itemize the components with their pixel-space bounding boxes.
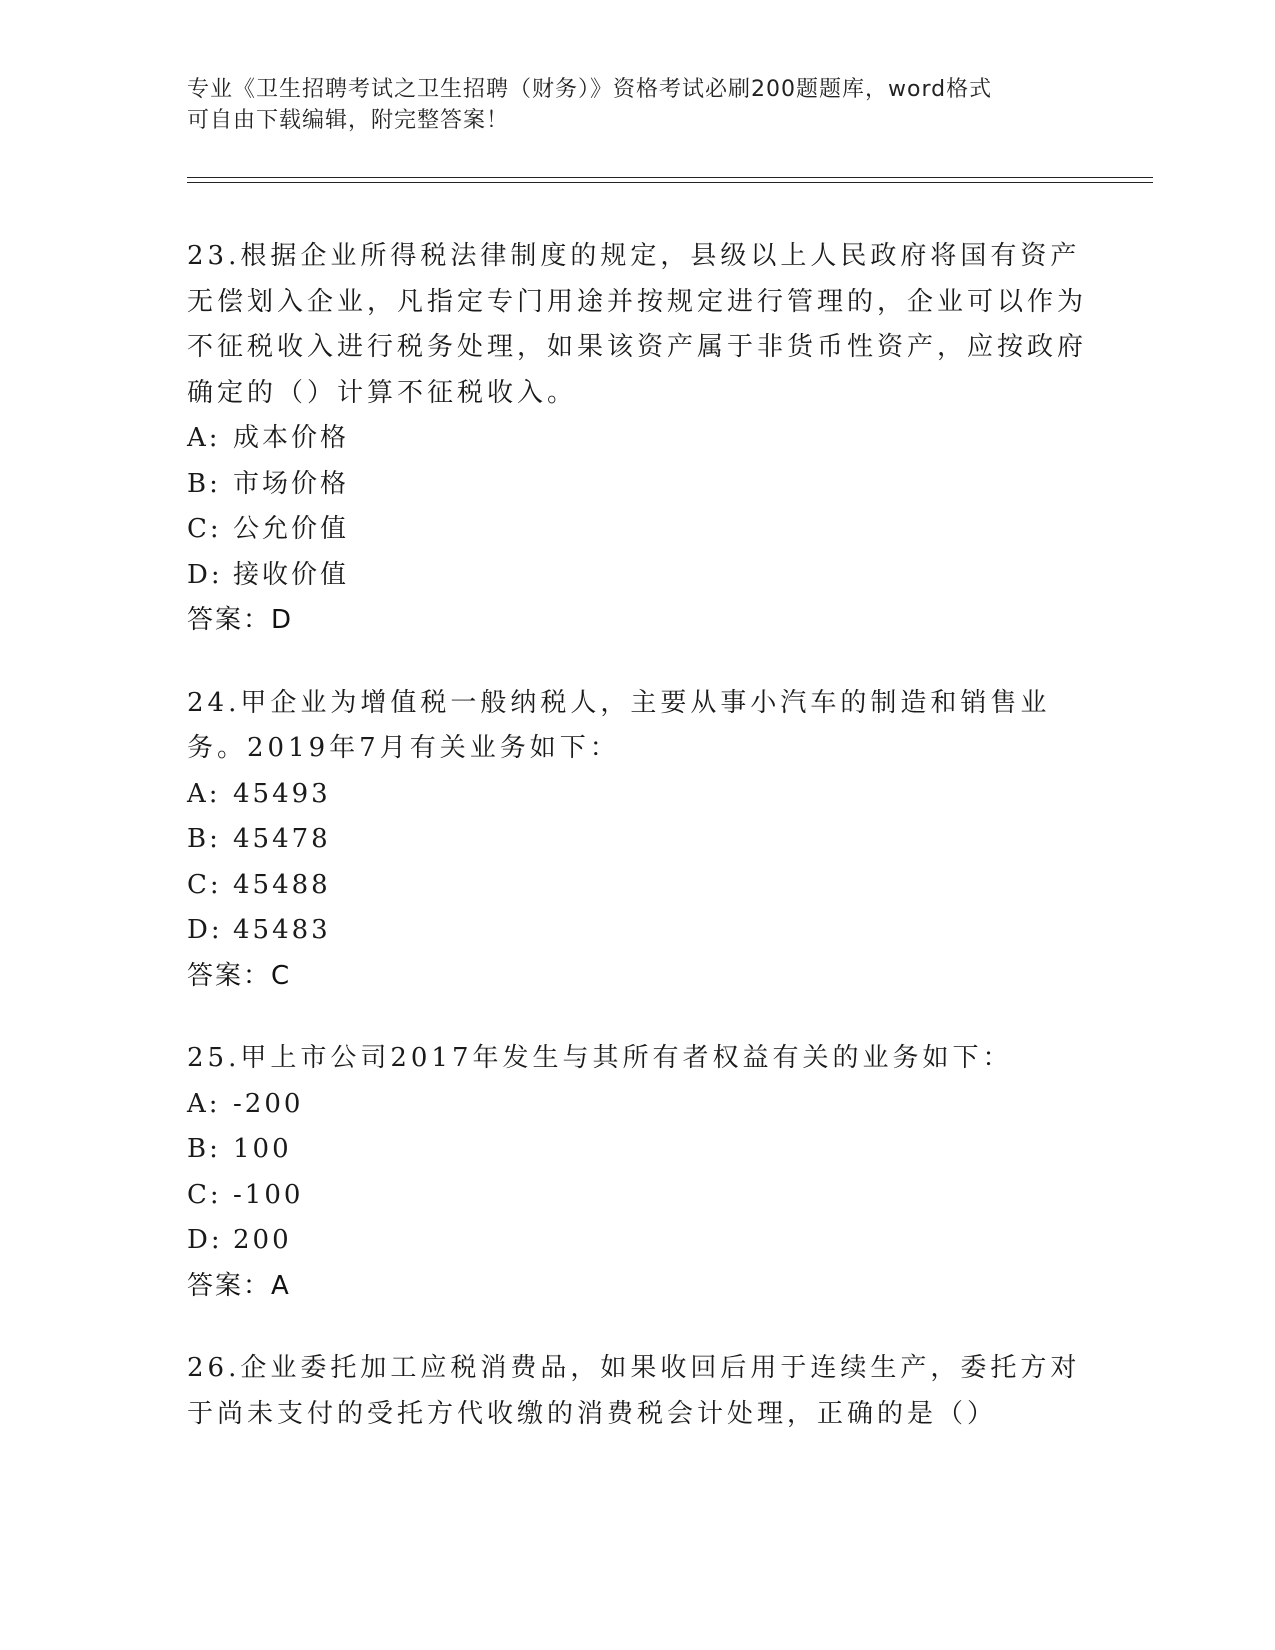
option-text: 市场价格: [233, 468, 350, 499]
option-b: [187, 817, 1087, 863]
option-text: -200: [233, 1088, 304, 1119]
question-list: [187, 234, 1087, 1474]
option-text: 公允价值: [233, 514, 350, 544]
answer-line: 答案：A: [187, 1270, 291, 1301]
option-letter: C:: [187, 514, 222, 544]
option-text: 100: [233, 1134, 292, 1164]
option-letter: A:: [187, 1088, 221, 1119]
option-d: [187, 1218, 1087, 1264]
option-a: [187, 772, 1087, 818]
question-24: [187, 681, 1087, 1000]
question-26: [187, 1346, 1087, 1437]
option-letter: C:: [187, 869, 222, 900]
question-25: [187, 1036, 1087, 1309]
option-b: [187, 1127, 1087, 1173]
option-a: [187, 416, 1087, 462]
option-letter: D:: [187, 915, 223, 945]
option-letter: B:: [187, 824, 221, 854]
option-d: [187, 908, 1087, 954]
question-stem: 23.根据企业所得税法律制度的规定，县级以上人民政府将国有资产无偿划入企业，凡指定专门用途并按规定进行管理的，企业可以作为不征税收入进行税务处理，如果该资产属于非货币性资产，应按政府确定的（）计算不征税收入。: [187, 241, 1088, 408]
header-line-1: 专业《卫生招聘考试之卫生招聘（财务）》资格考试必刷200题题库，word格式: [187, 77, 993, 102]
header-line-2: 可自由下载编辑，附完整答案！: [187, 108, 510, 133]
option-letter: A:: [187, 778, 221, 809]
answer-line: 答案：C: [187, 960, 292, 991]
option-text: 成本价格: [233, 423, 350, 453]
option-text: 接收价值: [233, 559, 350, 590]
option-text: -100: [233, 1179, 304, 1210]
header-divider-top: [187, 177, 1153, 178]
document-header: [187, 74, 1067, 136]
option-letter: B:: [187, 468, 221, 499]
option-letter: A:: [187, 423, 221, 453]
answer-line: 答案：D: [187, 605, 294, 635]
option-text: 200: [233, 1225, 292, 1255]
question-stem: 26.企业委托加工应税消费品，如果收回后用于连续生产，委托方对于尚未支付的受托方代收缴的消费税会计处理，正确的是（）: [187, 1353, 1081, 1429]
option-d: [187, 553, 1087, 599]
option-c: [187, 507, 1087, 553]
option-letter: C:: [187, 1179, 222, 1210]
option-c: [187, 863, 1087, 909]
header-divider-bottom: [187, 182, 1153, 183]
option-b: [187, 462, 1087, 508]
option-c: [187, 1173, 1087, 1219]
question-23: [187, 234, 1087, 644]
option-text: 45488: [233, 869, 331, 900]
option-text: 45493: [233, 778, 331, 809]
option-letter: D:: [187, 559, 223, 590]
option-letter: B:: [187, 1134, 221, 1164]
option-text: 45483: [233, 915, 331, 945]
option-a: [187, 1082, 1087, 1128]
question-stem: 24.甲企业为增值税一般纳税人，主要从事小汽车的制造和销售业务。2019年7月有关业务如下：: [187, 687, 1051, 763]
option-letter: D:: [187, 1225, 223, 1255]
option-text: 45478: [233, 824, 331, 854]
question-stem: 25.甲上市公司2017年发生与其所有者权益有关的业务如下：: [187, 1043, 1013, 1073]
